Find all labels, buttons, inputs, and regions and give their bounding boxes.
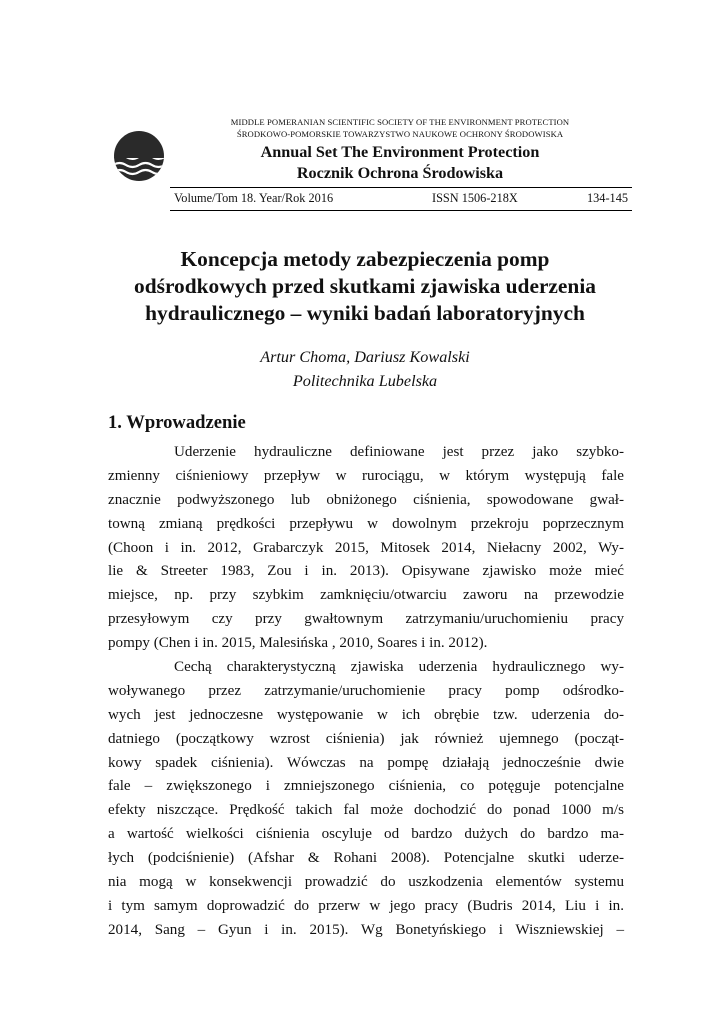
text-line: nia mogą w konsekwencji prowadzić do uszkodzenia elementów systemu (108, 874, 624, 891)
issn: ISSN 1506-218X (432, 191, 518, 205)
text-line: efekty niszczące. Prędkość takich fal może dochodzić do ponad 1000 m/s (108, 802, 624, 819)
text-line: znacznie podwyższonego lub obniżonego ciśnienia, spowodowane gwał- (108, 491, 624, 508)
text-line: zmienny ciśnieniowy przepływ w rurociągu, w którym występują fale (108, 467, 624, 484)
volume-bar (170, 187, 632, 211)
journal-title-en: Annual Set The Environment Protection (260, 143, 540, 161)
text-line: kowy spadek ciśnienia). Wówczas na pompę działają jednocześnie dwie (108, 754, 624, 771)
text-line: i tym samym doprowadzić do przerw w jego pracy (Budris 2014, Liu i in. (108, 897, 624, 914)
text-line: (Choon i in. 2012, Grabarczyk 2015, Mitosek 2014, Niełacny 2002, Wy- (108, 539, 624, 556)
paragraph-1 (108, 441, 624, 656)
text-line: towną zmianą prędkości przepływu w dowolnym przekroju poprzecznym (108, 515, 624, 532)
volume-year: Volume/Tom 18. Year/Rok 2016 (174, 191, 334, 205)
text-line: Cechą charakterystyczną zjawiska uderzenia hydraulicznego wy- (174, 659, 624, 676)
title-line: hydraulicznego – wyniki badań laboratoryjnych (145, 301, 585, 325)
title-line: Koncepcja metody zabezpieczenia pomp (180, 247, 550, 271)
section-heading: 1. Wprowadzenie (108, 412, 246, 433)
journal-title-pl: Rocznik Ochrona Środowiska (296, 164, 504, 182)
text-line: pompy (Chen i in. 2015, Malesińska , 2010, Soares i in. 2012). (108, 635, 488, 652)
text-line: fale – zwiększonego i zmniejszonego ciśnienia, co potęguje potencjalne (108, 778, 624, 795)
society-logo-icon (113, 130, 165, 182)
article-title (60, 246, 670, 327)
text-line: a wartość wielkości ciśnienia oscyluje od bardzo dużych do bardzo ma- (108, 826, 624, 843)
text-line: łych (podciśnienie) (Afshar & Rohani 2008). Potencjalne skutki uderze- (108, 850, 624, 867)
page-range: 134-145 (587, 191, 628, 205)
text-line: miejsce, np. przy szybkim zamknięciu/otwarciu zaworu na przewodzie (108, 587, 624, 604)
text-line: woływanego przez zatrzymanie/uruchomienie pracy pomp odśrodko- (108, 682, 624, 699)
journal-header (170, 116, 630, 184)
paragraph-2 (108, 656, 624, 943)
text-line: Uderzenie hydrauliczne definiowane jest przez jako szybko- (174, 444, 624, 460)
text-line: 2014, Sang – Gyun i in. 2015). Wg Bonetyńskiego i Wiszniewskiej – (108, 921, 624, 938)
title-line: odśrodkowych przed skutkami zjawiska uderzenia (134, 274, 596, 298)
society-name-pl: ŚRODKOWO-POMORSKIE TOWARZYSTWO NAUKOWE OCHRONY ŚRODOWISKA (236, 129, 564, 139)
text-line: datniego (początkowy wzrost ciśnienia) jak również ujemnego (począt- (108, 730, 624, 747)
author-block (60, 345, 670, 393)
authors: Artur Choma, Dariusz Kowalski (260, 348, 470, 366)
text-line: lie & Streeter 1983, Zou i in. 2013). Opisywane zjawisko może mieć (108, 563, 624, 580)
text-line: wych jest jednoczesne występowanie w ich obrębie tzw. uderzenia do- (108, 706, 624, 723)
text-line: przesyłowym czy przy gwałtownym zatrzymaniu/uruchomieniu pracy (108, 611, 624, 628)
body-text (108, 441, 624, 943)
affiliation: Politechnika Lubelska (292, 372, 438, 390)
society-name-en: MIDDLE POMERANIAN SCIENTIFIC SOCIETY OF THE ENVIRONMENT PROTECTION (230, 117, 570, 127)
